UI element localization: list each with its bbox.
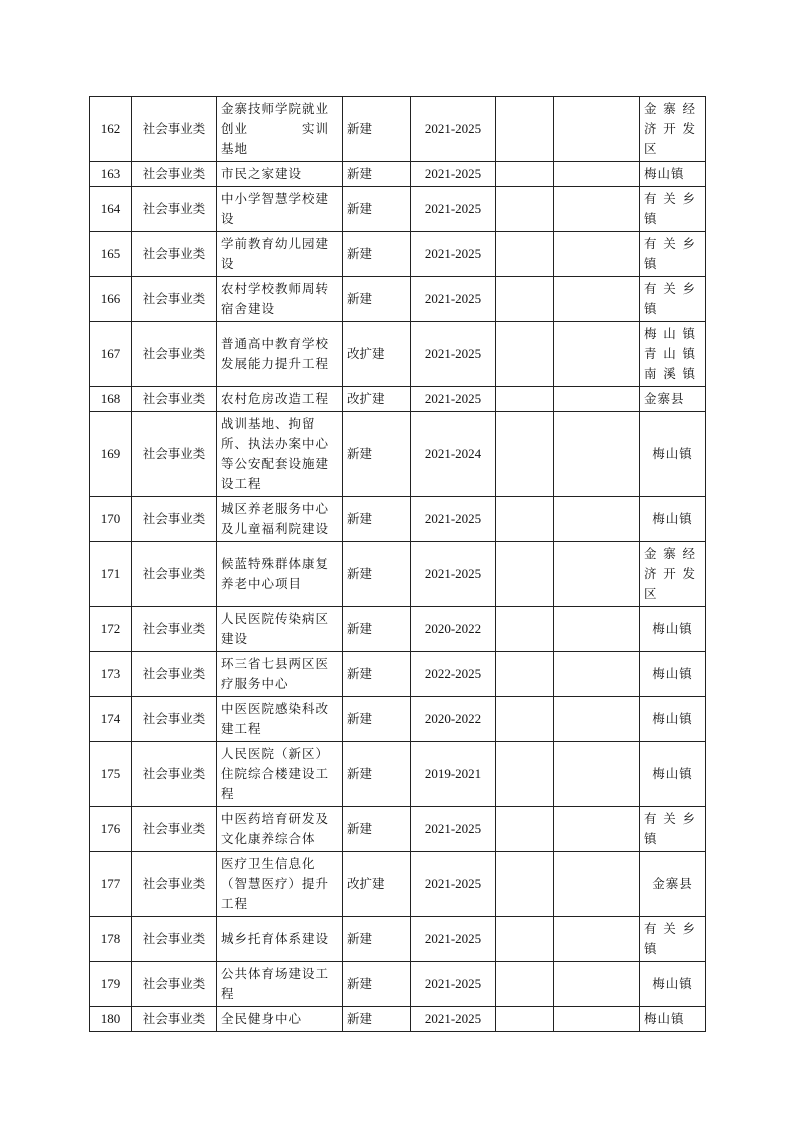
row-construction-type: 新建 (343, 277, 411, 322)
row-number: 171 (90, 542, 132, 607)
row-location: 梅山镇 (640, 607, 706, 652)
row-construction-type: 新建 (343, 162, 411, 187)
row-project-name: 全民健身中心 (217, 1007, 343, 1032)
row-project-name: 中医医院感染科改建工程 (217, 697, 343, 742)
row-empty-cell (496, 497, 554, 542)
row-construction-type: 新建 (343, 97, 411, 162)
row-empty-cell (554, 412, 640, 497)
row-empty-cell (496, 807, 554, 852)
row-empty-cell (496, 607, 554, 652)
table-row (90, 742, 706, 807)
row-number: 176 (90, 807, 132, 852)
row-location: 梅山镇 (640, 1007, 706, 1032)
row-empty-cell (554, 697, 640, 742)
row-empty-cell (554, 1007, 640, 1032)
row-empty-cell (554, 162, 640, 187)
row-location: 有关乡镇 (640, 187, 706, 232)
row-construction-type: 新建 (343, 187, 411, 232)
row-construction-type: 新建 (343, 497, 411, 542)
row-empty-cell (554, 807, 640, 852)
row-project-name: 中小学智慧学校建设 (217, 187, 343, 232)
row-empty-cell (496, 187, 554, 232)
row-category: 社会事业类 (132, 232, 217, 277)
row-construction-type: 新建 (343, 412, 411, 497)
row-empty-cell (554, 497, 640, 542)
table-row (90, 162, 706, 187)
row-construction-type: 改扩建 (343, 852, 411, 917)
row-location: 金寨县 (640, 387, 706, 412)
row-empty-cell (496, 917, 554, 962)
row-project-name: 环三省七县两区医疗服务中心 (217, 652, 343, 697)
row-number: 164 (90, 187, 132, 232)
row-location: 有关乡镇 (640, 807, 706, 852)
row-number: 166 (90, 277, 132, 322)
row-period: 2019-2021 (411, 742, 496, 807)
row-period: 2021-2024 (411, 412, 496, 497)
row-project-name: 学前教育幼儿园建设 (217, 232, 343, 277)
row-empty-cell (554, 232, 640, 277)
row-number: 163 (90, 162, 132, 187)
row-category: 社会事业类 (132, 742, 217, 807)
row-period: 2021-2025 (411, 497, 496, 542)
row-empty-cell (554, 187, 640, 232)
row-period: 2021-2025 (411, 852, 496, 917)
row-empty-cell (496, 387, 554, 412)
row-project-name: 人民医院传染病区建设 (217, 607, 343, 652)
row-period: 2021-2025 (411, 387, 496, 412)
row-project-name: 农村危房改造工程 (217, 387, 343, 412)
row-period: 2020-2022 (411, 607, 496, 652)
row-empty-cell (554, 962, 640, 1007)
row-construction-type: 新建 (343, 807, 411, 852)
row-period: 2021-2025 (411, 917, 496, 962)
table-row (90, 187, 706, 232)
row-category: 社会事业类 (132, 162, 217, 187)
row-number: 167 (90, 322, 132, 387)
row-number: 175 (90, 742, 132, 807)
row-empty-cell (496, 277, 554, 322)
row-construction-type: 新建 (343, 742, 411, 807)
row-category: 社会事业类 (132, 277, 217, 322)
row-construction-type: 新建 (343, 917, 411, 962)
row-empty-cell (554, 322, 640, 387)
row-location: 有关乡镇 (640, 277, 706, 322)
row-period: 2021-2025 (411, 277, 496, 322)
row-category: 社会事业类 (132, 607, 217, 652)
table-row (90, 277, 706, 322)
row-period: 2020-2022 (411, 697, 496, 742)
row-category: 社会事业类 (132, 1007, 217, 1032)
row-construction-type: 新建 (343, 542, 411, 607)
row-location: 梅山镇 (640, 412, 706, 497)
table-row (90, 652, 706, 697)
row-empty-cell (496, 97, 554, 162)
table-row (90, 852, 706, 917)
table-row (90, 1007, 706, 1032)
row-project-name: 公共体育场建设工程 (217, 962, 343, 1007)
row-location: 梅山镇 (640, 162, 706, 187)
row-number: 179 (90, 962, 132, 1007)
row-location: 梅山镇 (640, 497, 706, 542)
row-period: 2021-2025 (411, 187, 496, 232)
row-period: 2021-2025 (411, 232, 496, 277)
row-location: 梅山镇 (640, 962, 706, 1007)
row-period: 2021-2025 (411, 162, 496, 187)
row-empty-cell (496, 232, 554, 277)
row-category: 社会事业类 (132, 697, 217, 742)
row-construction-type: 新建 (343, 652, 411, 697)
row-category: 社会事业类 (132, 187, 217, 232)
row-empty-cell (496, 742, 554, 807)
row-empty-cell (496, 962, 554, 1007)
row-empty-cell (496, 162, 554, 187)
row-project-name: 市民之家建设 (217, 162, 343, 187)
row-empty-cell (496, 412, 554, 497)
row-category: 社会事业类 (132, 917, 217, 962)
row-location: 梅山镇 (640, 697, 706, 742)
table-row (90, 962, 706, 1007)
row-empty-cell (496, 697, 554, 742)
project-table (89, 96, 706, 1032)
row-construction-type: 新建 (343, 697, 411, 742)
row-construction-type: 改扩建 (343, 387, 411, 412)
row-empty-cell (496, 322, 554, 387)
row-construction-type: 改扩建 (343, 322, 411, 387)
row-category: 社会事业类 (132, 387, 217, 412)
row-category: 社会事业类 (132, 97, 217, 162)
row-empty-cell (554, 652, 640, 697)
row-category: 社会事业类 (132, 652, 217, 697)
row-number: 162 (90, 97, 132, 162)
row-construction-type: 新建 (343, 232, 411, 277)
row-number: 169 (90, 412, 132, 497)
row-location: 有关乡镇 (640, 232, 706, 277)
row-period: 2021-2025 (411, 1007, 496, 1032)
row-number: 170 (90, 497, 132, 542)
row-empty-cell (496, 652, 554, 697)
row-project-name: 金寨技师学院就业创业 实训基地 (217, 97, 343, 162)
row-empty-cell (554, 387, 640, 412)
row-category: 社会事业类 (132, 542, 217, 607)
row-period: 2021-2025 (411, 97, 496, 162)
row-empty-cell (554, 852, 640, 917)
table-row (90, 697, 706, 742)
row-project-name: 中医药培育研发及文化康养综合体 (217, 807, 343, 852)
table-row (90, 497, 706, 542)
row-empty-cell (554, 277, 640, 322)
row-project-name: 城区养老服务中心及儿童福利院建设 (217, 497, 343, 542)
row-category: 社会事业类 (132, 852, 217, 917)
row-location: 有关乡镇 (640, 917, 706, 962)
row-location: 梅山镇 (640, 652, 706, 697)
row-construction-type: 新建 (343, 962, 411, 1007)
row-category: 社会事业类 (132, 807, 217, 852)
row-project-name: 普通高中教育学校发展能力提升工程 (217, 322, 343, 387)
table-row (90, 322, 706, 387)
row-project-name: 城乡托育体系建设 (217, 917, 343, 962)
row-period: 2021-2025 (411, 322, 496, 387)
row-period: 2022-2025 (411, 652, 496, 697)
row-empty-cell (554, 542, 640, 607)
row-construction-type: 新建 (343, 1007, 411, 1032)
row-project-name: 战训基地、拘留所、执法办案中心等公安配套设施建设工程 (217, 412, 343, 497)
row-period: 2021-2025 (411, 962, 496, 1007)
row-number: 180 (90, 1007, 132, 1032)
table-row (90, 917, 706, 962)
row-location: 梅山镇 (640, 742, 706, 807)
row-number: 174 (90, 697, 132, 742)
row-project-name: 人民医院（新区）住院综合楼建设工程 (217, 742, 343, 807)
row-number: 173 (90, 652, 132, 697)
row-number: 177 (90, 852, 132, 917)
row-number: 168 (90, 387, 132, 412)
row-empty-cell (554, 607, 640, 652)
row-empty-cell (554, 917, 640, 962)
row-number: 178 (90, 917, 132, 962)
row-location: 金寨经济开发区 (640, 542, 706, 607)
row-empty-cell (554, 97, 640, 162)
row-category: 社会事业类 (132, 412, 217, 497)
row-category: 社会事业类 (132, 322, 217, 387)
row-project-name: 农村学校教师周转宿舍建设 (217, 277, 343, 322)
table-row (90, 387, 706, 412)
row-category: 社会事业类 (132, 962, 217, 1007)
row-empty-cell (496, 542, 554, 607)
row-construction-type: 新建 (343, 607, 411, 652)
row-empty-cell (554, 742, 640, 807)
row-location: 金寨经济开发区 (640, 97, 706, 162)
table-body (90, 97, 706, 1032)
row-location: 金寨县 (640, 852, 706, 917)
table-row (90, 542, 706, 607)
row-empty-cell (496, 852, 554, 917)
table-row (90, 607, 706, 652)
table-row (90, 232, 706, 277)
row-empty-cell (496, 1007, 554, 1032)
table-row (90, 97, 706, 162)
row-period: 2021-2025 (411, 542, 496, 607)
row-location: 梅山镇青山镇南溪镇 (640, 322, 706, 387)
table-row (90, 412, 706, 497)
row-category: 社会事业类 (132, 497, 217, 542)
row-period: 2021-2025 (411, 807, 496, 852)
table-row (90, 807, 706, 852)
row-number: 172 (90, 607, 132, 652)
row-project-name: 医疗卫生信息化（智慧医疗）提升工程 (217, 852, 343, 917)
row-project-name: 候蓝特殊群体康复养老中心项目 (217, 542, 343, 607)
row-number: 165 (90, 232, 132, 277)
